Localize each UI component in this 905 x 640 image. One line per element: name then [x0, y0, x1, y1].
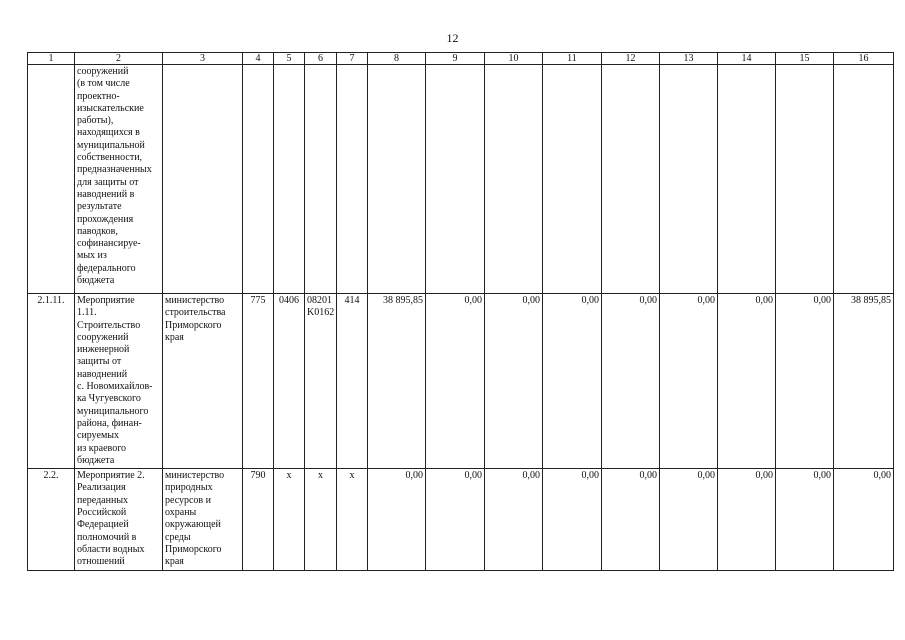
column-header: 15 — [776, 53, 834, 65]
code-cell: 790 — [243, 469, 274, 570]
amount-cell: 0,00 — [485, 294, 543, 469]
amount-cell: 38 895,85 — [368, 294, 426, 469]
code-cell — [337, 65, 368, 294]
amount-cell: 0,00 — [776, 469, 834, 570]
amount-cell: 0,00 — [718, 294, 776, 469]
column-header: 13 — [660, 53, 718, 65]
code-cell: 0406 — [274, 294, 305, 469]
column-header: 10 — [485, 53, 543, 65]
amount-cell: 0,00 — [834, 469, 894, 570]
code-cell: x — [337, 469, 368, 570]
amount-cell — [660, 65, 718, 294]
amount-cell: 0,00 — [485, 469, 543, 570]
executor-cell — [163, 65, 243, 294]
amount-cell: 0,00 — [660, 469, 718, 570]
amount-cell: 38 895,85 — [834, 294, 894, 469]
column-header: 11 — [543, 53, 602, 65]
amount-cell: 0,00 — [602, 294, 660, 469]
item-number-cell: 2.2. — [28, 469, 75, 570]
executor-cell: министерство природных ресурсов и охраны окружающей среды Приморского края — [163, 469, 243, 570]
column-header: 4 — [243, 53, 274, 65]
amount-cell: 0,00 — [718, 469, 776, 570]
code-cell: 08201 K0162 — [305, 294, 337, 469]
column-header: 12 — [602, 53, 660, 65]
amount-cell — [543, 65, 602, 294]
amount-cell — [776, 65, 834, 294]
amount-cell — [718, 65, 776, 294]
amount-cell: 0,00 — [368, 469, 426, 570]
table-row — [28, 294, 894, 469]
amount-cell: 0,00 — [426, 294, 485, 469]
page-number: 12 — [446, 31, 459, 45]
code-cell: 775 — [243, 294, 274, 469]
table-row — [28, 469, 894, 570]
amount-cell: 0,00 — [776, 294, 834, 469]
code-cell: x — [274, 469, 305, 570]
amount-cell: 0,00 — [543, 294, 602, 469]
amount-cell — [602, 65, 660, 294]
amount-cell — [834, 65, 894, 294]
column-header: 16 — [834, 53, 894, 65]
item-name-cell: Мероприятие 2. Реализация переданных Российской Федерацией полномочий в области водных отношений — [75, 469, 163, 570]
item-number-cell — [28, 65, 75, 294]
amount-cell: 0,00 — [660, 294, 718, 469]
amount-cell — [426, 65, 485, 294]
item-number-cell: 2.1.11. — [28, 294, 75, 469]
amount-cell: 0,00 — [602, 469, 660, 570]
table-row — [28, 65, 894, 294]
item-name-cell: Мероприятие 1.11. Строительство сооружений инженерной защиты от наводнений с. Новомихайлов- ка Чугуевского муниципального района, финан- сируемых из краевого бюджета — [75, 294, 163, 469]
code-cell — [274, 65, 305, 294]
code-cell: 414 — [337, 294, 368, 469]
amount-cell: 0,00 — [543, 469, 602, 570]
column-header: 8 — [368, 53, 426, 65]
code-cell — [243, 65, 274, 294]
column-header: 3 — [163, 53, 243, 65]
code-cell — [305, 65, 337, 294]
amount-cell: 0,00 — [426, 469, 485, 570]
item-name-cell: сооружений (в том числе проектно- изыскательские работы), находящихся в муниципальной собственности, предназначенных для защиты от наводнений в результате прохождения паводков, софинансируе- мых из федерального бюджета — [75, 65, 163, 294]
budget-table — [27, 52, 894, 571]
amount-cell — [368, 65, 426, 294]
column-header: 9 — [426, 53, 485, 65]
amount-cell — [485, 65, 543, 294]
column-header: 2 — [75, 53, 163, 65]
column-header: 1 — [28, 53, 75, 65]
column-header: 5 — [274, 53, 305, 65]
column-header: 6 — [305, 53, 337, 65]
column-number-row — [28, 53, 894, 65]
column-header: 7 — [337, 53, 368, 65]
code-cell: x — [305, 469, 337, 570]
executor-cell: министерство строительства Приморского края — [163, 294, 243, 469]
column-header: 14 — [718, 53, 776, 65]
